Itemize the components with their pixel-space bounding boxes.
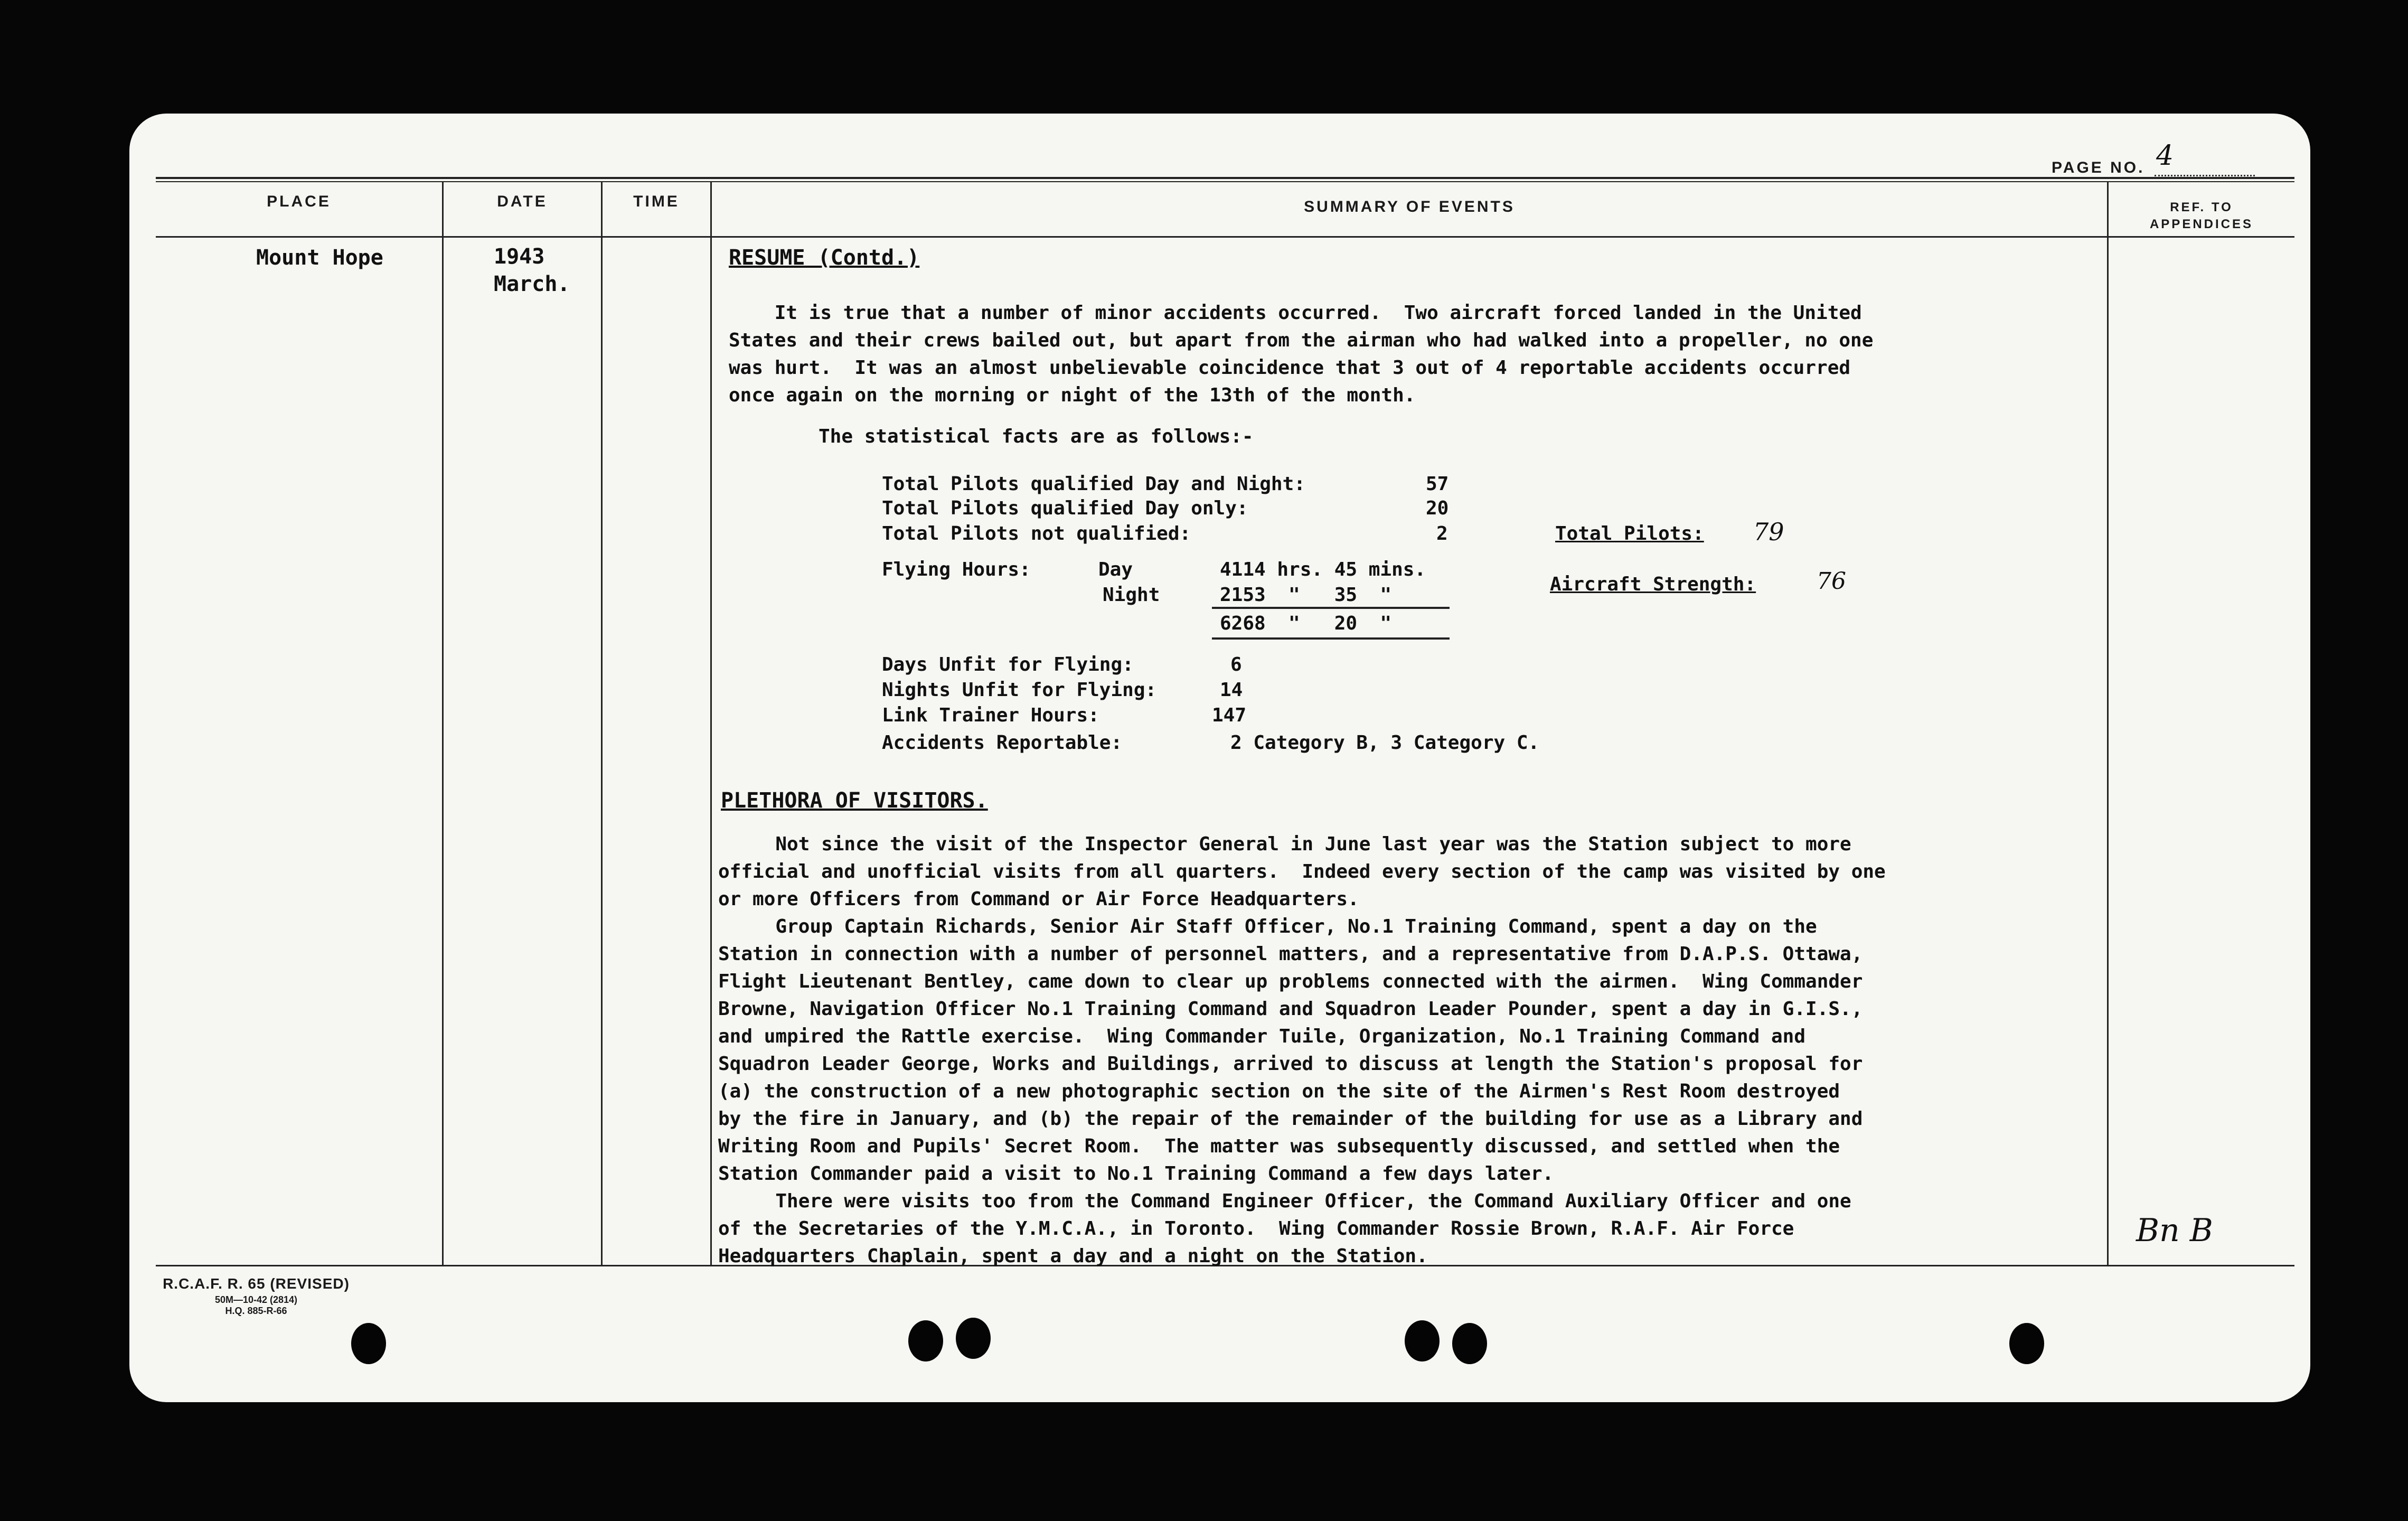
stat-nights-unfit-value: 14 — [1220, 679, 1243, 701]
top-rule-2 — [156, 181, 2294, 182]
visitors-heading: PLETHORA OF VISITORS. — [721, 788, 988, 813]
ref-annotation: Bn B — [2136, 1212, 2213, 1249]
visitors-line: of the Secretaries of the Y.M.C.A., in Toronto. Wing Commander Rossie Brown, R.A.F. Air Force — [718, 1218, 1794, 1240]
stats-intro: The statistical facts are as follows:- — [819, 426, 1254, 447]
form-id-block — [145, 1275, 367, 1317]
binder-hole — [351, 1323, 386, 1364]
col-header-place: PLACE — [267, 193, 331, 210]
binder-hole — [956, 1318, 991, 1359]
binder-hole — [908, 1320, 943, 1362]
visitors-line: by the fire in January, and (b) the repair of the remainder of the building for use as a Library and — [718, 1108, 1863, 1130]
hours-sum-rule — [1212, 607, 1450, 609]
stat-days-unfit-label: Days Unfit for Flying: — [882, 654, 1134, 675]
resume-line: States and their crews bailed out, but apart from the airman who had walked into a propeller, no one — [729, 330, 1874, 351]
visitors-line: Station Commander paid a visit to No.1 Training Command a few days later. — [718, 1163, 1554, 1185]
top-rule — [156, 177, 2294, 179]
page-number: 4 — [2156, 140, 2174, 172]
stat-qualified-day-value: 20 — [1426, 497, 1449, 519]
visitors-line: Group Captain Richards, Senior Air Staff Officer, No.1 Training Command, spent a day on the — [718, 916, 1817, 937]
resume-line: once again on the morning or night of the 13th of the month. — [729, 384, 1416, 406]
col-header-ref — [2109, 199, 2294, 233]
stat-day-label: Day — [1098, 559, 1133, 580]
stat-flying-hours-label: Flying Hours: — [882, 559, 1031, 580]
col-header-time: TIME — [633, 193, 680, 210]
stat-link-trainer-value: 147 — [1212, 705, 1247, 726]
stat-total-pilots-label: Total Pilots: — [1555, 523, 1704, 544]
entry-year: 1943 — [494, 245, 545, 269]
binder-hole — [2009, 1323, 2044, 1364]
stat-night-value: 2153 " 35 " — [1220, 584, 1392, 606]
visitors-line: Browne, Navigation Officer No.1 Training Command and Squadron Leader Pounder, spent a day in G.I.S., — [718, 998, 1863, 1020]
page-number-line — [2155, 175, 2255, 176]
stat-nights-unfit-label: Nights Unfit for Flying: — [882, 679, 1157, 701]
entry-month: March. — [494, 272, 570, 296]
stat-night-label: Night — [1103, 584, 1160, 606]
header-bottom-rule — [156, 236, 2294, 238]
visitors-line: or more Officers from Command or Air Force Headquarters. — [718, 888, 1359, 910]
resume-paragraph — [729, 299, 1873, 409]
stat-days-unfit-value: 6 — [1230, 654, 1242, 675]
visitors-line: Headquarters Chaplain, spent a day and a night on the Station. — [718, 1245, 1428, 1267]
resume-heading: RESUME (Contd.) — [729, 246, 920, 270]
visitors-paragraph — [718, 831, 1886, 1270]
form-id: R.C.A.F. R. 65 (REVISED) — [163, 1275, 350, 1292]
stat-accidents-value: 2 Category B, 3 Category C. — [1230, 732, 1540, 754]
visitors-line: Flight Lieutenant Bentley, came down to clear up problems connected with the airmen. Wing Commander — [718, 971, 1863, 992]
stat-aircraft-strength-value: 76 — [1817, 568, 1846, 595]
col-divider-time — [710, 182, 712, 1265]
binder-hole — [1405, 1320, 1440, 1362]
stat-accidents-label: Accidents Reportable: — [882, 732, 1123, 754]
stat-aircraft-strength-label: Aircraft Strength: — [1550, 574, 1756, 595]
col-divider-ref — [2107, 182, 2109, 1265]
visitors-line: Station in connection with a number of personnel matters, and a representative from D.A.P.S. Ottawa, — [718, 943, 1863, 965]
entry-place: Mount Hope — [256, 246, 383, 270]
visitors-line: official and unofficial visits from all quarters. Indeed every section of the camp was visited by one — [718, 861, 1886, 882]
col-divider-place — [442, 182, 444, 1265]
ref-line-2: APPENDICES — [2149, 217, 2254, 231]
stat-link-trainer-label: Link Trainer Hours: — [882, 705, 1099, 726]
stat-qualified-day-night-label: Total Pilots qualified Day and Night: — [882, 473, 1305, 495]
stat-total-hours-value: 6268 " 20 " — [1220, 613, 1392, 634]
stat-total-pilots-value: 79 — [1753, 518, 1784, 546]
visitors-line: Squadron Leader George, Works and Buildings, arrived to discuss at length the Station's proposal for — [718, 1053, 1863, 1075]
hq-code: H.Q. 885-R-66 — [225, 1306, 287, 1316]
page-label: PAGE NO. — [2052, 159, 2145, 176]
resume-line: It is true that a number of minor accidents occurred. Two aircraft forced landed in the United — [729, 302, 1862, 324]
stat-qualified-day-night-value: 57 — [1426, 473, 1449, 495]
binder-hole — [1452, 1323, 1487, 1364]
visitors-line: (a) the construction of a new photographic section on the site of the Airmen's Rest Room destroyed — [718, 1081, 1840, 1102]
visitors-line: Not since the visit of the Inspector General in June last year was the Station subject to more — [718, 833, 1851, 855]
stat-qualified-day-label: Total Pilots qualified Day only: — [882, 497, 1248, 519]
col-header-summary: SUMMARY OF EVENTS — [1304, 198, 1515, 215]
ref-line-1: REF. TO — [2170, 200, 2233, 214]
visitors-line: There were visits too from the Command Engineer Officer, the Command Auxiliary Officer and one — [718, 1190, 1851, 1212]
page-number-label — [2052, 159, 2144, 177]
stat-day-value: 4114 hrs. 45 mins. — [1220, 559, 1426, 580]
visitors-line: and umpired the Rattle exercise. Wing Commander Tuile, Organization, No.1 Training Command and — [718, 1026, 1806, 1047]
col-header-date: DATE — [497, 193, 548, 210]
col-divider-date — [601, 182, 603, 1265]
hours-total-rule — [1212, 637, 1450, 640]
print-code: 50M—10-42 (2814) — [214, 1294, 298, 1305]
visitors-line: Writing Room and Pupils' Secret Room. The matter was subsequently discussed, and settled when the — [718, 1135, 1840, 1157]
diary-sheet — [129, 114, 2310, 1402]
resume-line: was hurt. It was an almost unbelievable coincidence that 3 out of 4 reportable accidents occurred — [729, 357, 1851, 379]
stat-not-qualified-value: 2 — [1436, 523, 1448, 544]
stat-not-qualified-label: Total Pilots not qualified: — [882, 523, 1191, 544]
